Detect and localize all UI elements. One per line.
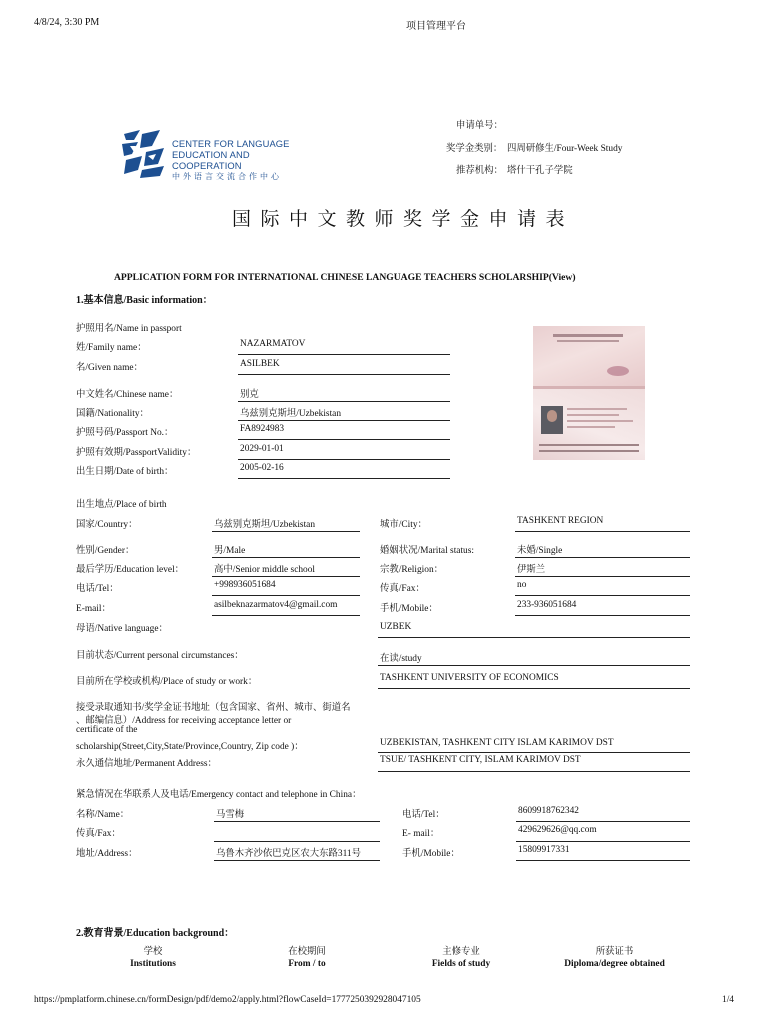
country-value: 乌兹别克斯坦/Uzbekistan [214,520,316,530]
passport-no-label: 护照号码/Passport No.： [76,428,174,438]
name-in-passport-label: 护照用名/Name in passport [76,324,182,334]
field-underline [378,752,690,753]
field-underline [515,576,690,577]
field-underline [378,771,690,772]
nationality-value: 乌兹别克斯坦/Uzbekistan [240,409,342,419]
column-header-en: From / to [288,959,326,969]
tel-value: +998936051684 [214,580,276,590]
religion-label: 宗教/Religion： [380,565,444,575]
column-header-cn: 主修专业 [442,947,480,957]
current-status-label: 目前状态/Current personal circumstances： [76,651,244,661]
field-underline [212,576,360,577]
field-underline [515,557,690,558]
marital-status-label: 婚姻状况/Marital status: [380,546,475,556]
field-underline [238,459,450,460]
emergency-address-value: 乌鲁木齐沙依巴克区农大东路311号 [216,849,361,859]
logo-line-3: 中外语言交流合作中心 [172,172,282,181]
given-name-value: ASILBEK [240,359,280,369]
address-label-line-2: 、邮编信息）/Address for receiving acceptance letter or [76,716,292,726]
passport-text-line [567,420,633,422]
given-name-label: 名/Given name： [76,363,143,373]
passport-stamp [607,366,629,376]
field-underline [515,595,690,596]
column-header-diploma [538,943,691,969]
address-value: UZBEKISTAN, TASHKENT CITY ISLAM KARIMOV DST [380,738,614,748]
gender-label: 性别/Gender： [76,546,135,556]
chinese-name-value: 别克 [240,390,259,400]
country-label: 国家/Country： [76,520,138,530]
field-underline [516,860,690,861]
fax-label: 传真/Fax： [380,584,425,594]
field-underline [214,860,380,861]
form-title-en: APPLICATION FORM FOR INTERNATIONAL CHINESE LANGUAGE TEACHERS SCHOLARSHIP(View) [114,272,576,283]
field-underline [378,637,690,638]
field-underline [238,354,450,355]
field-underline [378,665,690,666]
tel-label: 电话/Tel： [76,584,119,594]
recommender-label: 推荐机构： [456,166,503,176]
scholarship-type-label: 奖学金类别： [446,144,503,154]
emergency-address-label: 地址/Address： [76,849,138,859]
form-title-cn: 国际中文教师奖学金申请表 [232,209,575,230]
native-language-label: 母语/Native language： [76,624,168,634]
field-underline [212,615,360,616]
passport-validity-value: 2029-01-01 [240,444,284,454]
field-underline [212,557,360,558]
logo-line-1: CENTER FOR LANGUAGE [172,138,290,149]
column-header-cn: 在校期间 [288,947,326,957]
mobile-label: 手机/Mobile： [380,604,438,614]
emergency-email-label: E- mail： [402,829,440,839]
clec-logo-icon [120,126,168,180]
application-no-label: 申请单号： [456,121,503,131]
recommender-value: 塔什干孔子学院 [507,166,573,176]
emergency-name-label: 名称/Name： [76,810,130,820]
place-of-work-label: 目前所在学校或机构/Place of study or work： [76,677,258,687]
scholarship-type-value: 四周研修生/Four-Week Study [507,144,623,154]
current-status-value: 在读/study [380,654,422,664]
emergency-name-value: 马雪梅 [216,810,245,820]
emergency-contact-label: 紧急情况在华联系人及电话/Emergency contact and telephone in China： [76,790,362,800]
field-underline [238,439,450,440]
family-name-value: NAZARMATOV [240,339,306,349]
clec-logo [120,126,320,180]
field-underline [214,821,380,822]
field-underline [238,420,450,421]
passport-text-line [567,408,627,410]
address-label-line-1: 接受录取通知书/奖学金证书地址（包含国家、省州、城市、街道名 [76,703,351,713]
column-header-cn: 学校 [143,947,163,957]
section-basic-info-heading: 1.基本信息/Basic information： [76,295,213,306]
passport-mrz-line [539,444,639,446]
emergency-mobile-value: 15809917331 [518,845,570,855]
field-underline [238,401,450,402]
emergency-email-value: 429629626@qq.com [518,825,597,835]
permanent-address-label: 永久通信地址/Permanent Address： [76,759,217,769]
address-label-line-4: scholarship(Street,City,State/Province,Country, Zip code )： [76,742,304,752]
section-education-heading: 2.教育背景/Education background： [76,928,235,939]
city-value: TASHKENT REGION [517,516,604,526]
emergency-tel-label: 电话/Tel： [402,810,445,820]
passport-photo-image [533,326,645,460]
place-of-work-value: TASHKENT UNIVERSITY OF ECONOMICS [380,673,559,683]
fax-value: no [517,580,527,590]
religion-value: 伊斯兰 [517,565,546,575]
emergency-tel-value: 8609918762342 [518,806,579,816]
column-header-en: Fields of study [431,959,491,969]
passport-text-line [567,414,619,416]
column-header-cn: 所获证书 [595,947,634,957]
passport-mrz-line [539,450,639,452]
address-label-line-3: certificate of the [76,725,138,735]
dob-label: 出生日期/Date of birth： [76,467,174,477]
field-underline [214,841,380,842]
marital-status-value: 未婚/Single [517,546,563,556]
logo-line-2: EDUCATION AND COOPERATION [172,149,250,171]
nationality-label: 国籍/Nationality： [76,409,149,419]
passport-validity-label: 护照有效期/PassportValidity： [76,448,197,458]
permanent-address-value: TSUE/ TASHKENT CITY, ISLAM KARIMOV DST [380,755,581,765]
column-header-period [230,943,384,969]
field-underline [516,821,690,822]
print-page-title: 项目管理平台 [406,21,466,32]
native-language-value: UZBEK [380,622,412,632]
field-underline [212,531,360,532]
dob-value: 2005-02-16 [240,463,284,473]
field-underline [212,595,360,596]
field-underline [515,615,690,616]
chinese-name-label: 中文姓名/Chinese name： [76,390,179,400]
print-url[interactable]: https://pmplatform.chinese.cn/formDesign/pdf/demo2/apply.html?flowCaseId=1777250392928047105 [34,995,421,1005]
passport-header-text [553,334,623,337]
mobile-value: 233-936051684 [517,600,577,610]
column-header-fields [384,943,538,969]
field-underline [516,841,690,842]
column-header-institutions [76,943,230,969]
place-of-birth-label: 出生地点/Place of birth [76,500,167,510]
passport-text-line [567,426,615,428]
education-level-label: 最后学历/Education level： [76,565,185,575]
education-table-header [76,943,691,973]
email-label: E-mail： [76,604,111,614]
passport-portrait [541,406,563,434]
passport-no-value: FA8924983 [240,424,285,434]
clec-logo-text [172,138,320,182]
field-underline [515,531,690,532]
passport-header-text [557,340,619,342]
field-underline [238,374,450,375]
field-underline [238,478,450,479]
email-value: asilbeknazarmatov4@gmail.com [214,600,338,610]
field-underline [378,688,690,689]
column-header-en: Diploma/degree obtained [564,959,665,969]
emergency-fax-label: 传真/Fax： [76,829,121,839]
city-label: 城市/City： [380,520,427,530]
print-page-number: 1/4 [722,995,734,1005]
print-datetime: 4/8/24, 3:30 PM [34,17,100,28]
education-level-value: 高中/Senior middle school [214,565,316,575]
family-name-label: 姓/Family name： [76,343,147,353]
gender-value: 男/Male [214,546,246,556]
emergency-mobile-label: 手机/Mobile： [402,849,460,859]
column-header-en: Institutions [130,959,176,969]
